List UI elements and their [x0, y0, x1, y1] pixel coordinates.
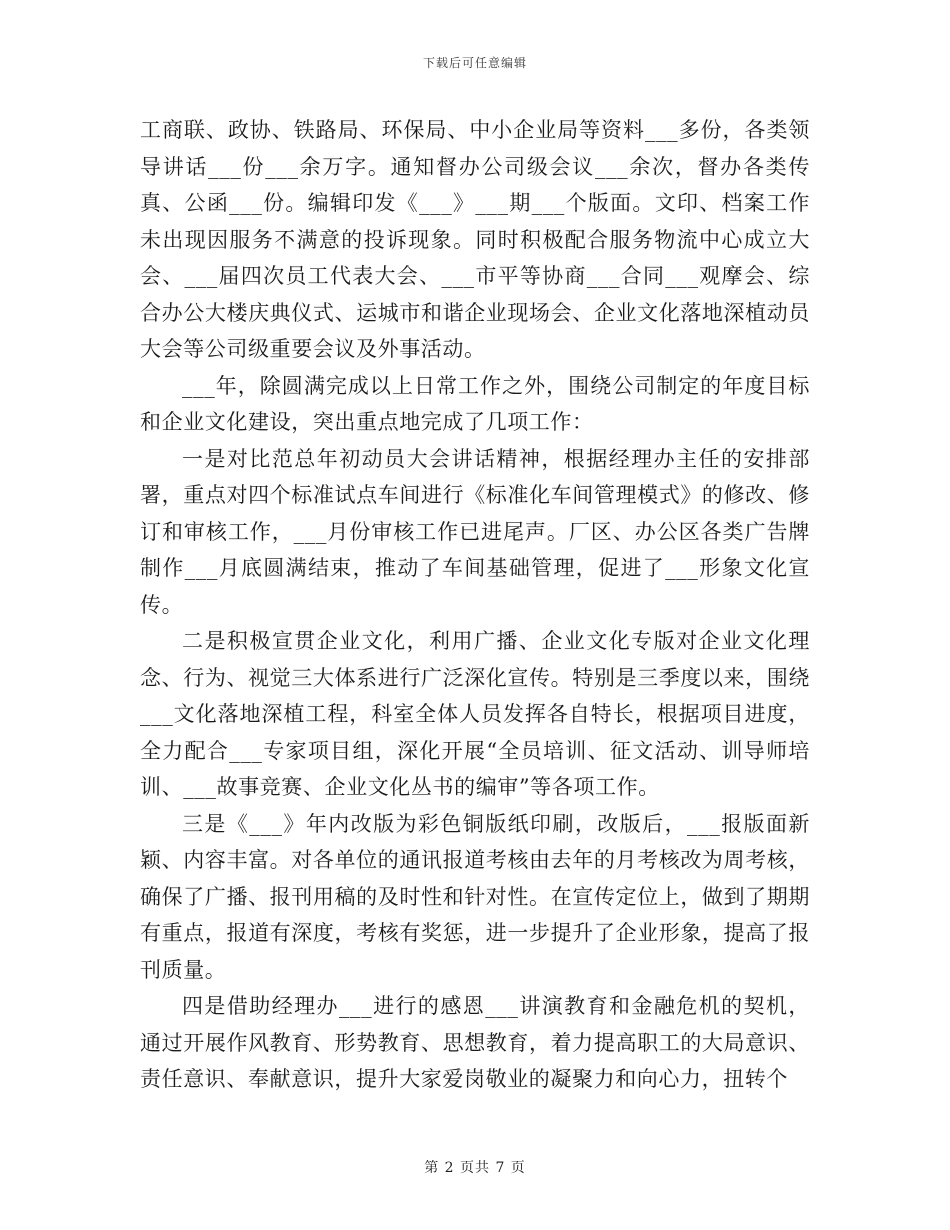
paragraph-item-four: 四是借助经理办___进行的感恩___讲演教育和金融危机的契机，通过开展作风教育、形势教育、思想教育，着力提高职工的大局意识、责任意识、奉献意识，提升大家爱岗敬业的凝聚力和向心力，扭转个 — [140, 994, 810, 1091]
paragraph-item-three: 三是《___》年内改版为彩色铜版纸印刷，改版后，___报版面新颖、内容丰富。对各单位的通讯报道考核由去年的月考核改为周考核，确保了广播、报刊用稿的及时性和针对性。在宣传定位上，做到了期期有重点，报道有深度，考核有奖惩，进一步提升了企业形象，提高了报刊质量。 — [140, 811, 810, 982]
paragraph-continued: 工商联、政协、铁路局、环保局、中小企业局等资料___多份，各类领导讲话___份___余万字。通知督办公司级会议___余次，督办各类传真、公函___份。编辑印发《___》___期___个版面。文印、档案工作未出现因服务不满意的投诉现象。同时积极配合服务物流中心成立大会、___届四次员工代表大会、___市平等协商___合同___观摩会、综合办公大楼庆典仪式、运城市和谐企业现场会、企业文化落地深植动员大会等公司级重要会议及外事活动。 — [140, 118, 810, 361]
paragraph-year-summary: ___年，除圆满完成以上日常工作之外，围绕公司制定的年度目标和企业文化建设，突出重点地完成了几项工作： — [140, 373, 810, 434]
page-header: 下载后可任意编辑 — [422, 56, 527, 70]
page-number: 第 2 页共 7 页 — [424, 1160, 526, 1176]
paragraph-item-one: 一是对比范总年初动员大会讲话精神，根据经理办主任的安排部署，重点对四个标准试点车间进行《标准化车间管理模式》的修改、修订和审核工作，___月份审核工作已进尾声。厂区、办公区各类广告牌制作___月底圆满结束，推动了车间基础管理，促进了___形象文化宣传。 — [140, 446, 810, 617]
document-body — [140, 112, 810, 1098]
paragraph-item-two: 二是积极宣贯企业文化，利用广播、企业文化专版对企业文化理念、行为、视觉三大体系进行广泛深化宣传。特别是三季度以来，围绕___文化落地深植工程，科室全体人员发挥各自特长，根据项目进度，全力配合___专家项目组，深化开展“全员培训、征文活动、训导师培训、___故事竞赛、企业文化丛书的编审”等各项工作。 — [140, 629, 810, 799]
